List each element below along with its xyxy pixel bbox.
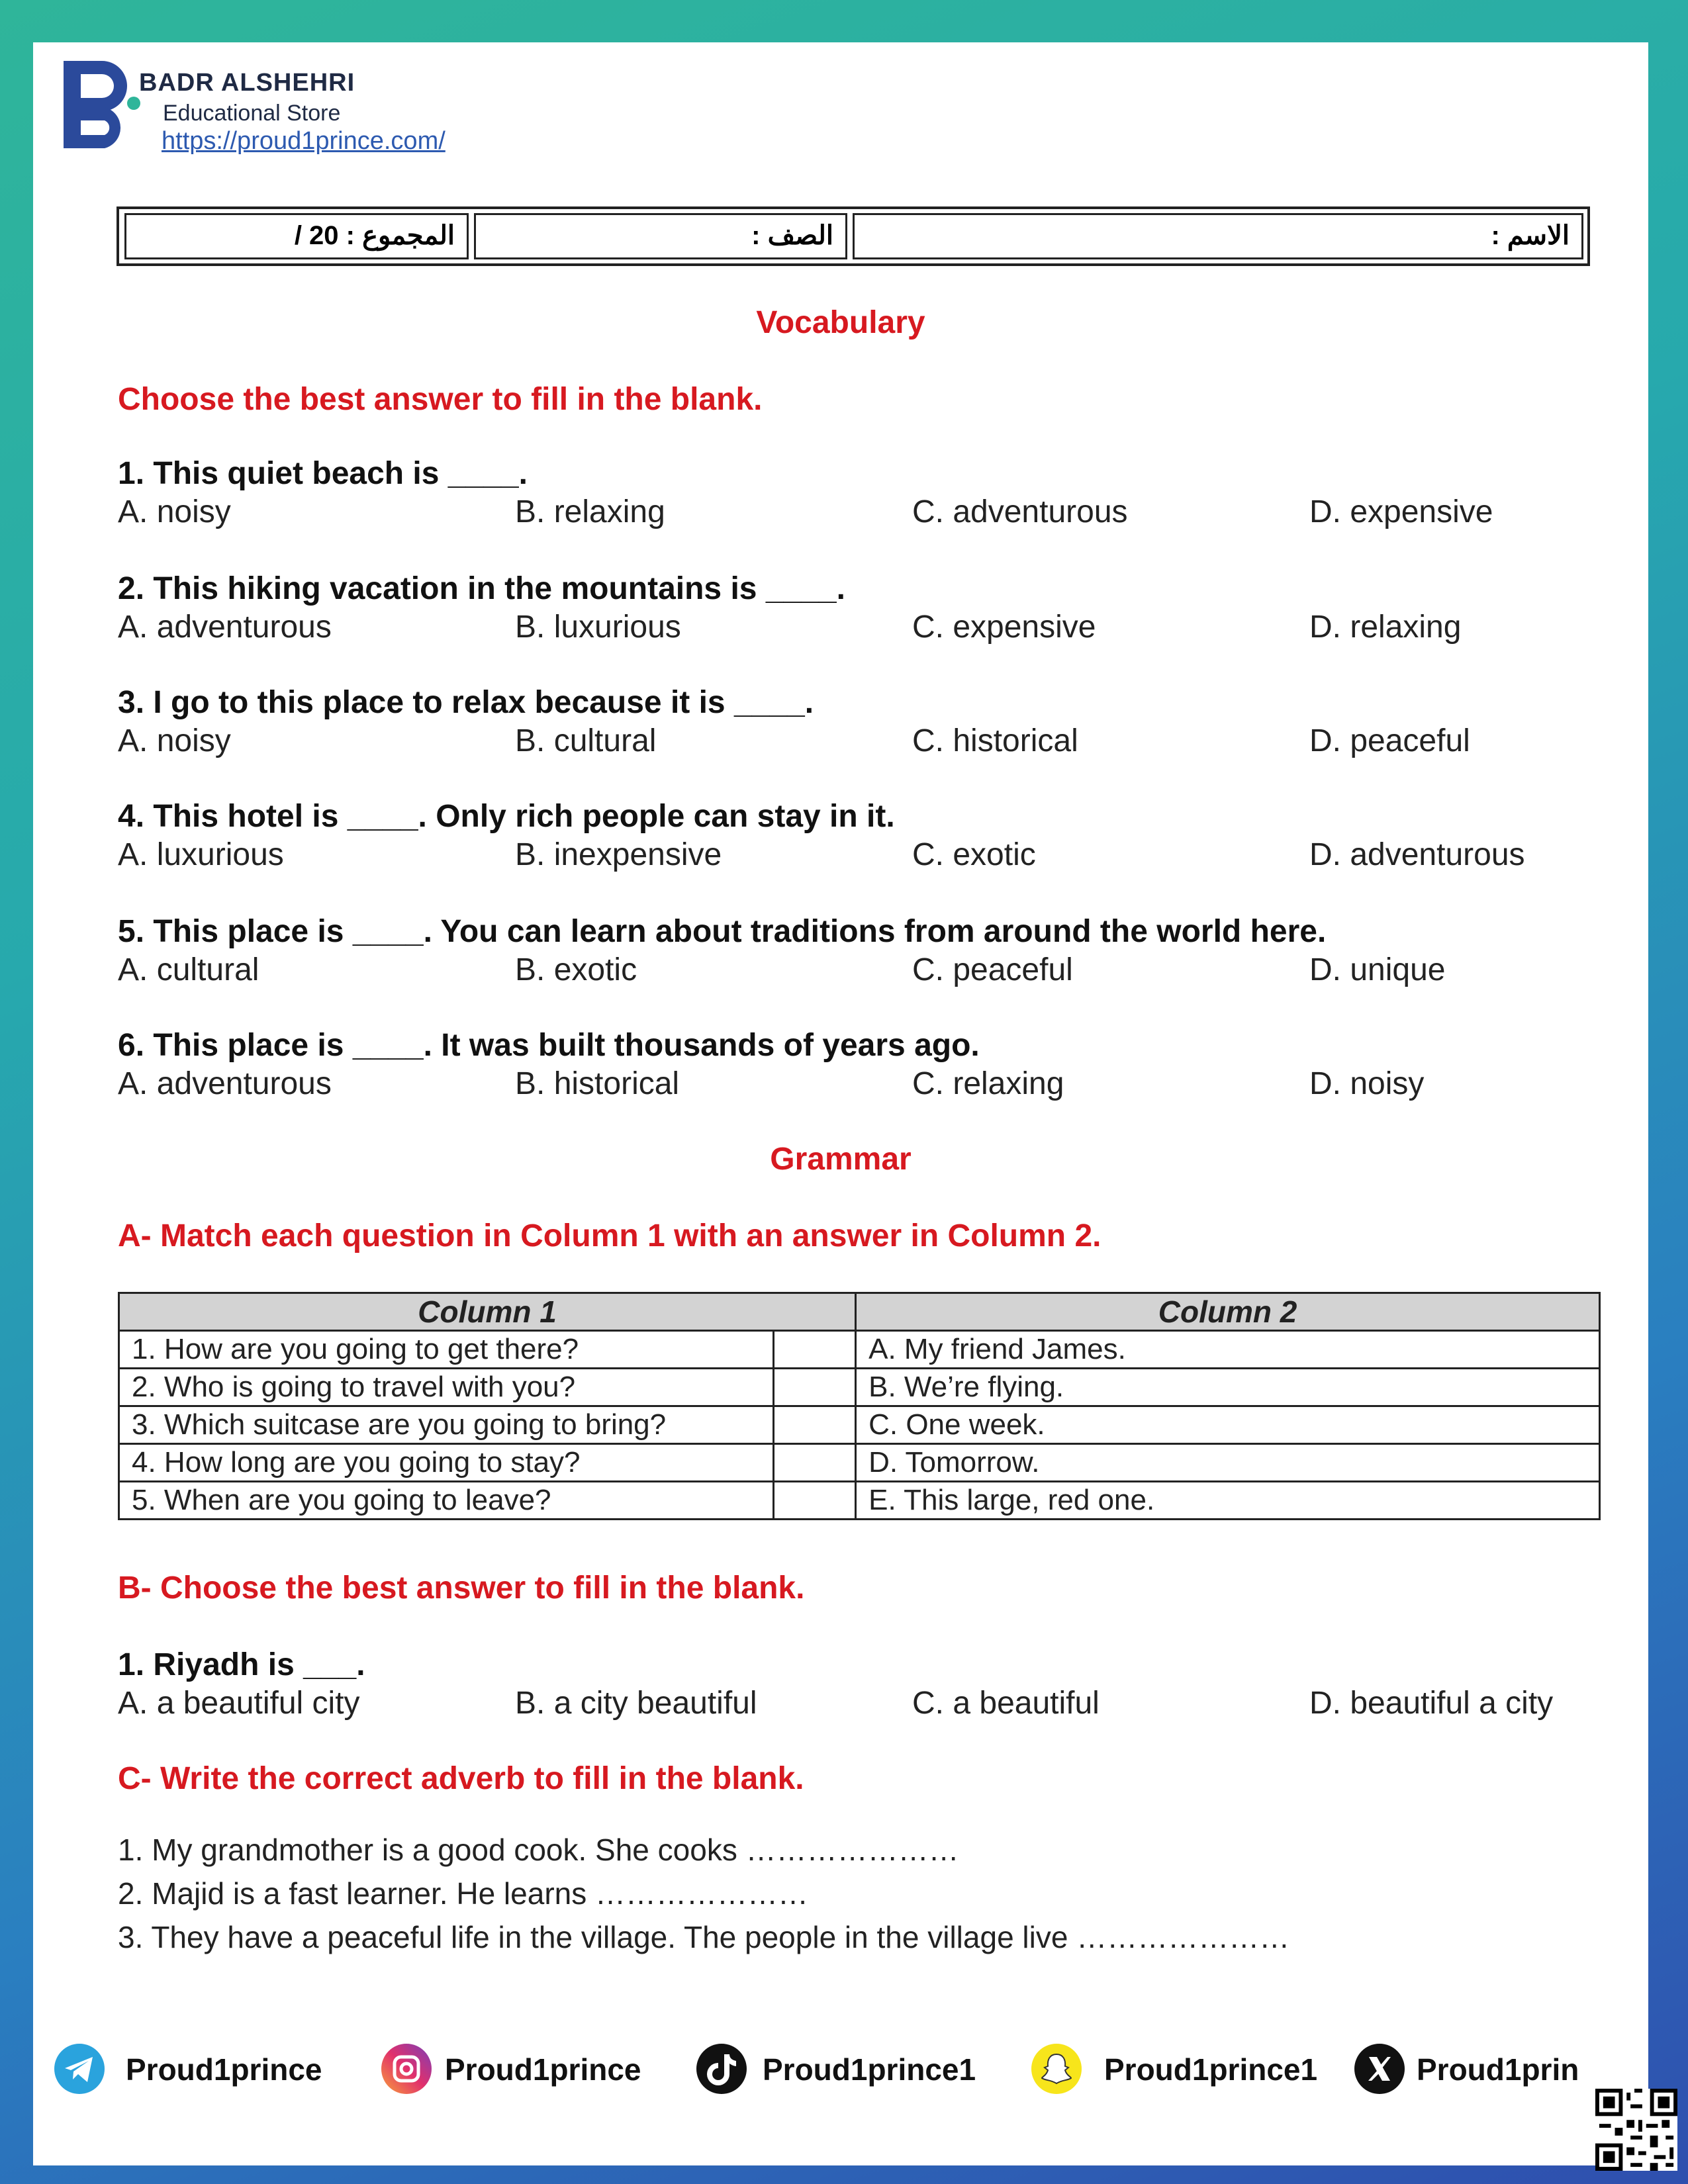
vocabulary-instruction: Choose the best answer to fill in the blank. [118,382,763,417]
column-2-answer: B. We’re flying. [856,1369,1600,1406]
column-1-question: 4. How long are you going to stay? [119,1444,774,1482]
snapchat-handle[interactable]: Proud1prince1 [1104,2052,1318,2087]
column-1-header: Column 1 [119,1293,856,1331]
vocab-q4-option-b[interactable]: B. inexpensive [515,837,722,872]
column-2-answer: E. This large, red one. [856,1482,1600,1520]
vocab-q6-option-b[interactable]: B. historical [515,1066,680,1101]
grammar-title: Grammar [770,1142,912,1177]
vocab-q5-option-b[interactable]: B. exotic [515,952,637,987]
grammar-q1-option-b[interactable]: B. a city beautiful [515,1686,757,1721]
adverb-line-1[interactable]: 1. My grandmother is a good cook. She cooks ………………… [118,1833,959,1867]
brand-url-link[interactable]: https://proud1prince.com/ [162,127,445,155]
answer-blank[interactable] [774,1444,856,1482]
column-1-question: 2. Who is going to travel with you? [119,1369,774,1406]
adverb-line-2[interactable]: 2. Majid is a fast learner. He learns ………………… [118,1876,808,1911]
telegram-icon [53,2042,106,2095]
matching-table [118,1292,1601,1520]
vocab-question-2: 2. This hiking vacation in the mountains is ____. [118,571,845,606]
vocab-q4-option-c[interactable]: C. exotic [912,837,1036,872]
grammar-q1-option-a[interactable]: A. a beautiful city [118,1686,360,1721]
answer-blank[interactable] [774,1406,856,1444]
instagram-icon [380,2042,433,2095]
b-instruction: B- Choose the best answer to fill in the blank. [118,1570,805,1606]
qr-code-icon [1595,2089,1677,2171]
vocab-question-1: 1. This quiet beach is ____. [118,456,528,491]
answer-blank[interactable] [774,1369,856,1406]
x-handle[interactable]: Proud1prin [1417,2052,1579,2087]
vocab-question-3: 3. I go to this place to relax because it is ____. [118,685,814,720]
vocab-q5-option-d[interactable]: D. unique [1309,952,1446,987]
match-instruction: A- Match each question in Column 1 with an answer in Column 2. [118,1218,1102,1253]
table-row [119,1444,1600,1482]
vocab-q4-option-a[interactable]: A. luxurious [118,837,284,872]
column-2-answer: A. My friend James. [856,1331,1600,1369]
vocab-question-4: 4. This hotel is ____. Only rich people can stay in it. [118,799,895,834]
vocab-q6-option-c[interactable]: C. relaxing [912,1066,1064,1101]
vocabulary-title: Vocabulary [756,305,925,340]
total-score-field[interactable]: المجموع : 20 / [124,213,469,259]
vocab-q3-option-d[interactable]: D. peaceful [1309,723,1470,758]
column-2-answer: D. Tomorrow. [856,1444,1600,1482]
vocab-question-5: 5. This place is ____. You can learn about traditions from around the world here. [118,914,1327,949]
x-icon [1353,2042,1406,2095]
vocab-q2-option-c[interactable]: C. expensive [912,610,1096,645]
class-field[interactable]: الصف : [474,213,847,259]
worksheet-page [33,42,1648,2165]
brand-name: BADR ALSHEHRI [139,69,355,97]
table-row [119,1406,1600,1444]
vocab-q1-option-c[interactable]: C. adventurous [912,494,1128,529]
column-1-question: 5. When are you going to leave? [119,1482,774,1520]
grammar-q1-option-d[interactable]: D. beautiful a city [1309,1686,1554,1721]
vocab-q6-option-d[interactable]: D. noisy [1309,1066,1425,1101]
vocab-q2-option-b[interactable]: B. luxurious [515,610,681,645]
vocab-question-6: 6. This place is ____. It was built thousands of years ago. [118,1028,980,1063]
vocab-q6-option-a[interactable]: A. adventurous [118,1066,332,1101]
column-2-header: Column 2 [856,1293,1600,1331]
snapchat-icon [1030,2042,1083,2095]
vocab-q2-option-d[interactable]: D. relaxing [1309,610,1462,645]
telegram-handle[interactable]: Proud1prince [126,2052,322,2087]
brand-logo-icon [61,54,143,155]
vocab-q3-option-c[interactable]: C. historical [912,723,1078,758]
answer-blank[interactable] [774,1482,856,1520]
brand-subtitle: Educational Store [163,101,341,126]
vocab-q4-option-d[interactable]: D. adventurous [1309,837,1525,872]
tiktok-icon [695,2042,748,2095]
vocab-q3-option-b[interactable]: B. cultural [515,723,657,758]
student-info-box [117,206,1590,266]
vocab-q3-option-a[interactable]: A. noisy [118,723,231,758]
grammar-q1-option-c[interactable]: C. a beautiful [912,1686,1100,1721]
tiktok-handle[interactable]: Proud1prince1 [763,2052,976,2087]
instagram-handle[interactable]: Proud1prince [445,2052,641,2087]
vocab-q1-option-a[interactable]: A. noisy [118,494,231,529]
adverb-line-3[interactable]: 3. They have a peaceful life in the village. The people in the village live ………………… [118,1920,1290,1954]
vocab-q1-option-b[interactable]: B. relaxing [515,494,665,529]
name-field[interactable]: الاسم : [853,213,1583,259]
c-instruction: C- Write the correct adverb to fill in the blank. [118,1761,804,1796]
column-1-question: 1. How are you going to get there? [119,1331,774,1369]
vocab-q2-option-a[interactable]: A. adventurous [118,610,332,645]
vocab-q5-option-a[interactable]: A. cultural [118,952,259,987]
column-1-question: 3. Which suitcase are you going to bring? [119,1406,774,1444]
table-row [119,1482,1600,1520]
table-row [119,1369,1600,1406]
column-2-answer: C. One week. [856,1406,1600,1444]
grammar-question-1: 1. Riyadh is ___. [118,1647,365,1682]
answer-blank[interactable] [774,1331,856,1369]
table-row [119,1331,1600,1369]
vocab-q1-option-d[interactable]: D. expensive [1309,494,1493,529]
vocab-q5-option-c[interactable]: C. peaceful [912,952,1073,987]
